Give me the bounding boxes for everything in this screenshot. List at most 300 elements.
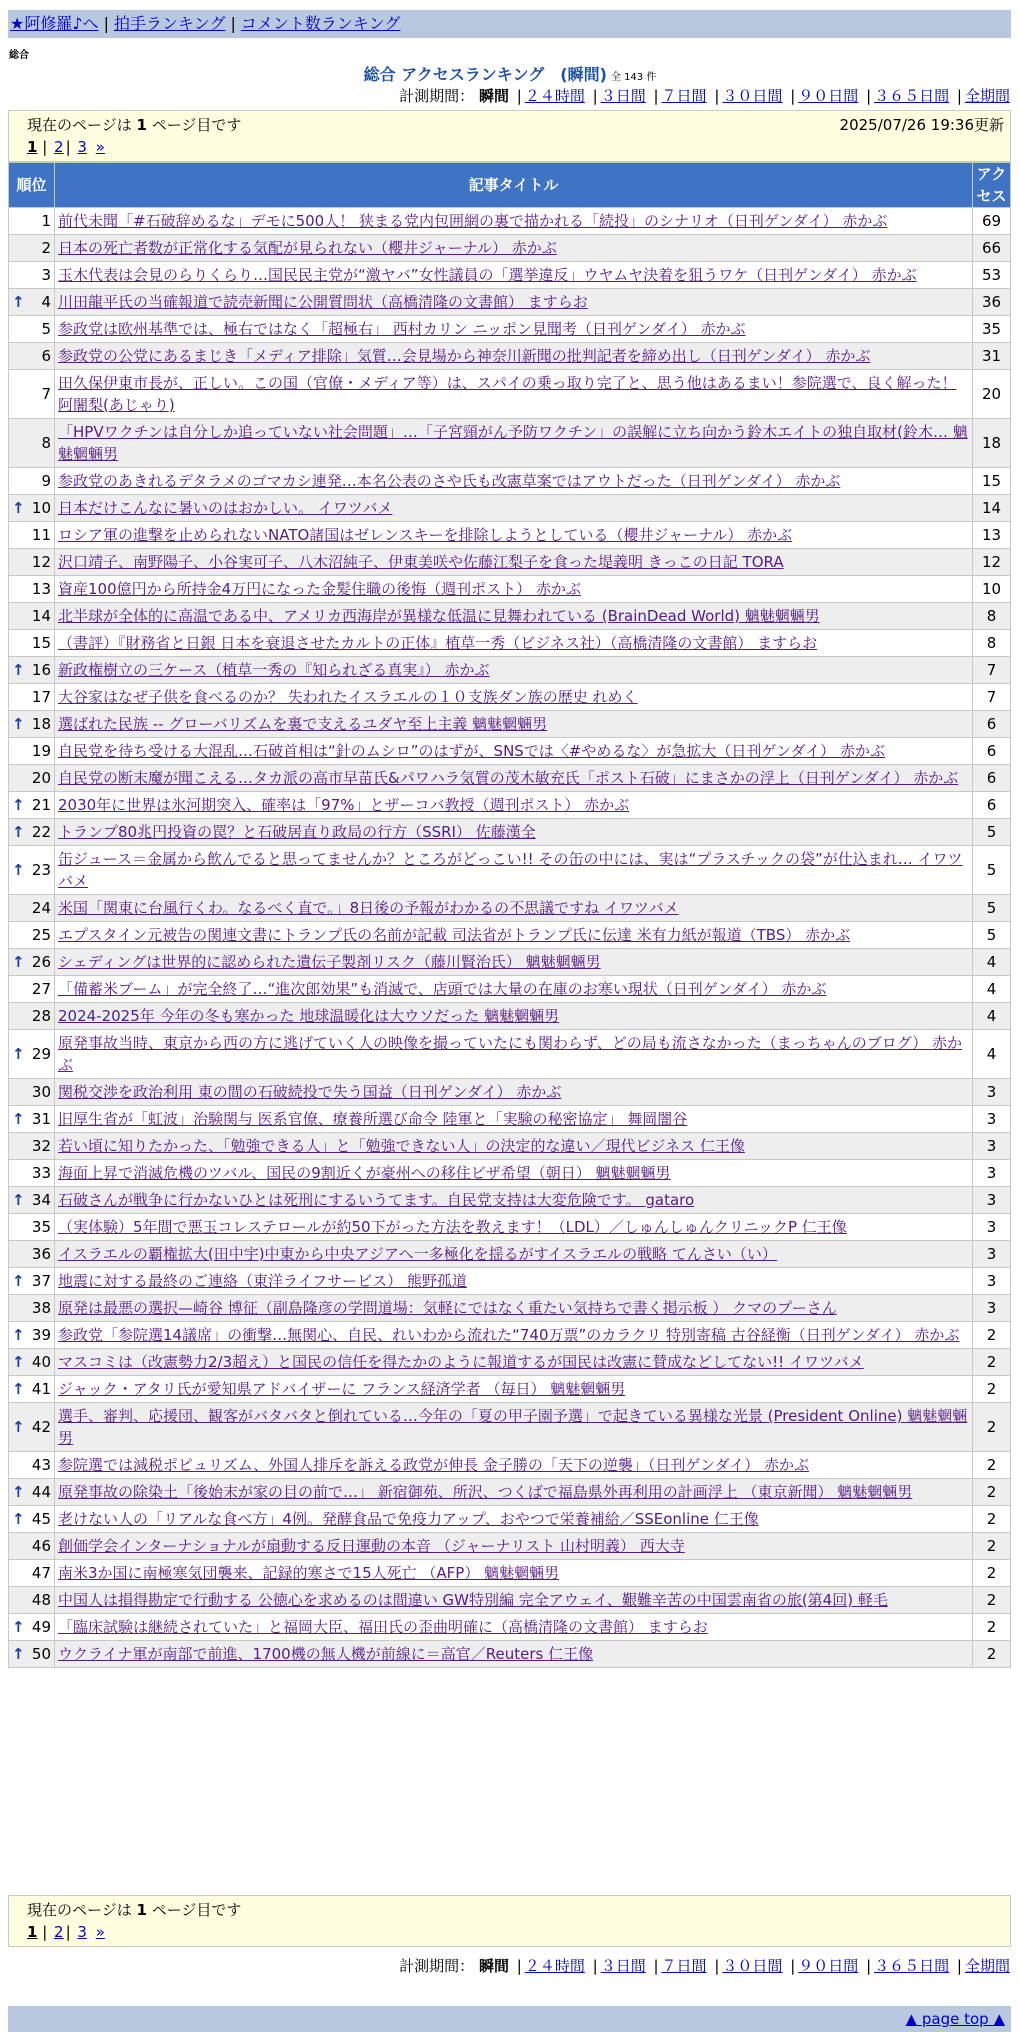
rank-cell: [9, 1295, 55, 1322]
access-count: 2: [973, 1479, 1011, 1506]
title-cell: [55, 949, 973, 976]
table-row: [9, 1187, 1011, 1214]
title-cell: [55, 1479, 973, 1506]
article-title-link[interactable]: 中国人は損得勘定で行動する 公徳心を求めるのは間違い GW特別編 完全アウェイ、艱難辛苦の中国雲南省の旅(第4回) 軽毛: [58, 1591, 888, 1609]
period-label: 計測期間：: [399, 87, 475, 105]
rank-number: 14: [31, 607, 51, 625]
table-row: [9, 262, 1011, 289]
rank-number: 36: [31, 1245, 51, 1263]
title-cell: [55, 1403, 973, 1452]
title-cell: [55, 1614, 973, 1641]
article-title-link[interactable]: 日本の死亡者数が正常化する気配が見られない（櫻井ジャーナル） 赤かぶ: [58, 239, 557, 257]
table-row: [9, 1452, 1011, 1479]
access-count: 2: [973, 1349, 1011, 1376]
rank-number: 2: [41, 239, 51, 257]
table-row: [9, 316, 1011, 343]
rank-number: 31: [31, 1110, 51, 1128]
page-2-link[interactable]: 2: [54, 138, 64, 156]
table-row: [9, 603, 1011, 630]
page-3-link[interactable]: 3: [77, 138, 87, 156]
rank-cell: [9, 522, 55, 549]
period-7d-bottom[interactable]: ７日間: [661, 1957, 707, 1975]
rank-cell: [9, 1322, 55, 1349]
rank-cell: [9, 792, 55, 819]
rank-up-arrow-icon: ↑: [12, 823, 25, 841]
article-title-link[interactable]: ジャック・アタリ氏が愛知県アドバイザーに フランス経済学者 （毎日） 魑魅魍魎男: [58, 1380, 626, 1398]
access-count: 10: [973, 576, 1011, 603]
table-header-row: [9, 163, 1011, 208]
ranking-rows: [9, 208, 1011, 1668]
title-cell: [55, 1160, 973, 1187]
rank-up-arrow-icon: ↑: [12, 661, 25, 679]
article-title-link[interactable]: ロシア軍の進撃を止められないNATO諸国はゼレンスキーを排除しようとしている（櫻井ジャーナル） 赤かぶ: [58, 526, 793, 544]
title-cell: [55, 1030, 973, 1079]
rank-up-arrow-icon: ↑: [12, 1272, 25, 1290]
table-row: [9, 1479, 1011, 1506]
rank-number: 11: [31, 526, 51, 544]
title-cell: [55, 549, 973, 576]
page-1-current-bottom: 1: [27, 1923, 38, 1941]
article-title-link[interactable]: 前代未聞「#石破辞めるな」デモに500人！ 狭まる党内包囲網の裏で描かれる「続投」のシナリオ（日刊ゲンダイ） 赤かぶ: [58, 212, 888, 230]
article-title-link[interactable]: 新政権樹立の三ケース（植草一秀の『知られざる真実』） 赤かぶ: [58, 661, 490, 679]
table-row: [9, 1268, 1011, 1295]
article-title-link[interactable]: 米国「関東に台風行くわ。なるべく直で。」8日後の予報がわかるの不思議ですね イワツバメ: [58, 899, 679, 917]
page-1-current: 1: [27, 138, 38, 156]
rank-number: 38: [31, 1299, 51, 1317]
rank-cell: [9, 1160, 55, 1187]
article-title-link[interactable]: 缶ジュース＝金属から飲んでると思ってませんか？ところがどっこい!! その缶の中には、実は“プラスチックの袋”が仕込まれ… イワツバメ: [58, 850, 963, 890]
rank-number: 39: [31, 1326, 51, 1344]
rank-cell: [9, 1187, 55, 1214]
access-count: 2: [973, 1641, 1011, 1668]
article-title-link[interactable]: シェディングは世界的に認められた遺伝子製剤リスク（藤川賢治氏） 魑魅魍魎男: [58, 953, 601, 971]
rank-up-arrow-icon: ↑: [12, 1645, 25, 1663]
rank-cell: [9, 1003, 55, 1030]
top-navigation: ★阿修羅♪へ | 拍手ランキング | コメント数ランキング: [8, 10, 1011, 38]
rank-number: 5: [41, 320, 51, 338]
period-3d-bottom[interactable]: ３日間: [600, 1957, 646, 1975]
rank-number: 28: [31, 1007, 51, 1025]
current-page-text-bottom: 現在のページは 1 ページ目です: [27, 1901, 242, 1919]
access-count: 5: [973, 846, 1011, 895]
table-row: [9, 738, 1011, 765]
rank-number: 49: [31, 1618, 51, 1636]
access-count: 3: [973, 1241, 1011, 1268]
rank-number: 50: [31, 1645, 51, 1663]
access-count: 6: [973, 792, 1011, 819]
access-count: 36: [973, 289, 1011, 316]
title-cell: [55, 316, 973, 343]
rank-number: 10: [31, 499, 51, 517]
table-row: [9, 1030, 1011, 1079]
rank-number: 15: [31, 634, 51, 652]
title-cell: [55, 468, 973, 495]
rank-number: 27: [31, 980, 51, 998]
article-title-link[interactable]: 沢口靖子、南野陽子、小谷実可子、八木沼純子、伊東美咲や佐藤江梨子を食った堤義明 きっこの日記 TORA: [58, 553, 784, 571]
table-row: [9, 1614, 1011, 1641]
access-count: 4: [973, 976, 1011, 1003]
rank-number: 40: [31, 1353, 51, 1371]
rank-number: 20: [31, 769, 51, 787]
table-row: [9, 1133, 1011, 1160]
period-selector-bottom: 計測期間： 瞬間 | ２４時間 | ３日間 | ７日間 | ３０日間 | ９０日間 | ３６５日間 | 全期間: [399, 1957, 1010, 1975]
rank-up-arrow-icon: ↑: [12, 499, 25, 517]
table-row: [9, 1403, 1011, 1452]
article-title-link[interactable]: （実体験）5年間で悪玉コレステロールが約50下がった方法を教えます！（LDL）／しゅんしゅんクリニックP 仁王像: [58, 1218, 847, 1236]
rank-cell: [9, 1349, 55, 1376]
rank-cell: [9, 819, 55, 846]
rank-cell: [9, 1560, 55, 1587]
rank-cell: [9, 316, 55, 343]
table-row: [9, 1106, 1011, 1133]
period-90d-bottom[interactable]: ９０日間: [798, 1957, 859, 1975]
nav-link-applause-ranking[interactable]: 拍手ランキング: [113, 14, 226, 33]
period-7d[interactable]: ７日間: [661, 87, 707, 105]
article-title-link[interactable]: 玉木代表は会見のらりくらり…国民民主党が“激ヤバ”女性議員の「選挙違反」ウヤムヤ決着を狙うワケ（日刊ゲンダイ） 赤かぶ: [58, 266, 917, 284]
article-title-link[interactable]: 選手、審判、応援団、観客がバタバタと倒れている…今年の「夏の甲子園予選」で起きている異様な光景 (President Online) 魑魅魍魎男: [58, 1407, 968, 1447]
rank-cell: [9, 1533, 55, 1560]
page-top-link[interactable]: ▲ page top ▲: [905, 2010, 1005, 2028]
rank-number: 4: [41, 293, 51, 311]
rank-cell: [9, 1106, 55, 1133]
table-row: [9, 522, 1011, 549]
pager-bottom: [8, 1895, 1011, 1947]
table-row: [9, 949, 1011, 976]
title-cell: [55, 208, 973, 235]
title-cell: [55, 1268, 973, 1295]
rank-number: 35: [31, 1218, 51, 1236]
rank-cell: [9, 549, 55, 576]
title-cell: [55, 1452, 973, 1479]
table-row: [9, 1560, 1011, 1587]
table-row: [9, 549, 1011, 576]
rank-number: 26: [31, 953, 51, 971]
rank-cell: [9, 1268, 55, 1295]
rank-cell: [9, 765, 55, 792]
title-cell: [55, 738, 973, 765]
table-row: [9, 1003, 1011, 1030]
table-row: [9, 343, 1011, 370]
title-cell: [55, 895, 973, 922]
rank-cell: [9, 603, 55, 630]
rank-cell: [9, 1479, 55, 1506]
article-title-link[interactable]: 自民党の断末魔が聞こえる…タカ派の高市早苗氏&パワハラ気質の茂木敏充氏「ポスト石破」にまさかの浮上（日刊ゲンダイ） 赤かぶ: [58, 769, 959, 787]
rank-number: 22: [31, 823, 51, 841]
rank-number: 16: [31, 661, 51, 679]
article-title-link[interactable]: 創価学会インターナショナルが扇動する反日運動の本音 （ジャーナリスト 山村明義） 西大寺: [58, 1537, 685, 1555]
article-title-link[interactable]: 田久保伊東市長が、正しい。この国（官僚・メディア等）は、スパイの乗っ取り完了と、思う他はあるまい！参院選で、良く解った！ 阿闍梨(あじゃり): [58, 374, 957, 414]
rank-cell: [9, 684, 55, 711]
article-title-link[interactable]: 原発は最悪の選択—崎谷 博征（副島隆彦の学問道場：気軽にではなく重たい気持ちで書く掲示板 ） クマのプーさん: [58, 1299, 837, 1317]
table-row: [9, 1079, 1011, 1106]
table-row: [9, 495, 1011, 522]
rank-up-arrow-icon: ↑: [12, 796, 25, 814]
title-cell: [55, 370, 973, 419]
page-title-text: 総合 アクセスランキング (瞬間): [363, 65, 607, 84]
title-cell: [55, 343, 973, 370]
access-count: 6: [973, 765, 1011, 792]
table-row: [9, 289, 1011, 316]
article-title-link[interactable]: トランプ80兆円投資の罠？と石破居直り政局の行方（SSRI） 佐藤漢全: [58, 823, 536, 841]
access-count: 5: [973, 922, 1011, 949]
table-row: [9, 657, 1011, 684]
access-count: 3: [973, 1295, 1011, 1322]
page-2-link-bottom[interactable]: 2: [54, 1923, 64, 1941]
article-title-link[interactable]: 選ばれた民族 -- グローバリズムを裏で支えるユダヤ至上主義 魑魅魍魎男: [58, 715, 548, 733]
period-selector-top: 計測期間： 瞬間 | ２４時間 | ３日間 | ７日間 | ３０日間 | ９０日間 | ３６５日間 | 全期間: [399, 87, 1010, 105]
rank-up-arrow-icon: ↑: [12, 1618, 25, 1636]
title-cell: [55, 1322, 973, 1349]
article-title-link[interactable]: 若い頃に知りたかった、「勉強できる人」と「勉強できない人」の決定的な違い／現代ビジネス 仁王像: [58, 1137, 745, 1155]
access-count: 31: [973, 343, 1011, 370]
article-title-link[interactable]: 参院選では減税ポピュリズム、外国人排斥を訴える政党が伸長 金子勝の「天下の逆襲」（日刊ゲンダイ） 赤かぶ: [58, 1456, 809, 1474]
total-count: 全 143 件: [610, 72, 657, 83]
page-3-link-bottom[interactable]: 3: [77, 1923, 87, 1941]
article-title-link[interactable]: 関税交渉を政治利用 東の間の石破続投で失う国益（日刊ゲンダイ） 赤かぶ: [58, 1083, 562, 1101]
access-count: 3: [973, 1160, 1011, 1187]
access-count: 3: [973, 1187, 1011, 1214]
period-all-bottom[interactable]: 全期間: [964, 1957, 1010, 1975]
header-rank: 順位: [9, 163, 55, 208]
title-cell: [55, 603, 973, 630]
rank-cell: [9, 895, 55, 922]
table-row: [9, 765, 1011, 792]
article-title-link[interactable]: 「臨床試験は継続されていた」と福岡大臣、福田氏の歪曲明確に（高橋清隆の文書館） ますらお: [58, 1618, 708, 1636]
access-count: 2: [973, 1322, 1011, 1349]
title-cell: [55, 419, 973, 468]
rank-up-arrow-icon: ↑: [12, 715, 25, 733]
rank-cell: [9, 262, 55, 289]
article-title-link[interactable]: 北半球が全体的に高温である中、アメリカ西海岸が異様な低温に見舞われている (BrainDead World) 魑魅魍魎男: [58, 607, 820, 625]
period-30d-bottom[interactable]: ３０日間: [722, 1957, 783, 1975]
period-365d-bottom[interactable]: ３６５日間: [874, 1957, 950, 1975]
next-page-link[interactable]: »: [95, 138, 105, 156]
title-cell: [55, 765, 973, 792]
rank-up-arrow-icon: ↑: [12, 1191, 25, 1209]
access-count: 3: [973, 1106, 1011, 1133]
title-cell: [55, 1641, 973, 1668]
rank-cell: [9, 657, 55, 684]
rank-cell: [9, 289, 55, 316]
period-30d[interactable]: ３０日間: [722, 87, 783, 105]
header-access: アクセス: [973, 163, 1011, 208]
table-row: [9, 1587, 1011, 1614]
rank-number: 48: [31, 1591, 51, 1609]
rank-up-arrow-icon: ↑: [12, 1483, 25, 1501]
access-count: 4: [973, 949, 1011, 976]
table-row: [9, 576, 1011, 603]
title-cell: [55, 1506, 973, 1533]
access-count: 4: [973, 1030, 1011, 1079]
table-row: [9, 922, 1011, 949]
rank-number: 29: [31, 1045, 51, 1063]
rank-cell: [9, 370, 55, 419]
rank-up-arrow-icon: ↑: [12, 1353, 25, 1371]
category-label: 総合: [9, 50, 29, 61]
access-count: 13: [973, 522, 1011, 549]
title-cell: [55, 922, 973, 949]
access-count: 2: [973, 1506, 1011, 1533]
article-title-link[interactable]: 大谷家はなぜ子供を食べるのか？ 失われたイスラエルの１０支族ダン族の歴史 れめく: [58, 688, 638, 706]
table-row: [9, 1160, 1011, 1187]
rank-cell: [9, 922, 55, 949]
article-title-link[interactable]: イスラエルの覇権拡大(田中宇)中東から中央アジアへ一多極化を揺るがすイスラエルの戦略 てんさい（い）: [58, 1245, 777, 1263]
access-count: 6: [973, 711, 1011, 738]
table-row: [9, 1376, 1011, 1403]
rank-cell: [9, 468, 55, 495]
access-count: 3: [973, 1079, 1011, 1106]
rank-number: 34: [31, 1191, 51, 1209]
table-row: [9, 1214, 1011, 1241]
article-title-link[interactable]: 参政党の公党にあるまじき「メディア排除」気質…会見場から神奈川新聞の批判記者を締め出し（日刊ゲンダイ） 赤かぶ: [58, 347, 871, 365]
article-title-link[interactable]: ウクライナ軍が南部で前進、1700機の無人機が前線に＝高官／Reuters 仁王像: [58, 1645, 594, 1663]
period-all[interactable]: 全期間: [964, 87, 1010, 105]
rank-cell: [9, 846, 55, 895]
rank-cell: [9, 1506, 55, 1533]
access-count: 8: [973, 603, 1011, 630]
rank-number: 3: [41, 266, 51, 284]
rank-number: 17: [31, 688, 51, 706]
article-title-link[interactable]: 参政党「参院選14議席」の衝撃…無関心、自民、れいわから流れた“740万票”のカラクリ 特別寄稿 古谷経衡（日刊ゲンダイ） 赤かぶ: [58, 1326, 960, 1344]
article-title-link[interactable]: 自民党を待ち受ける大混乱…石破首相は“針のムシロ”のはずが、SNSでは〈#やめるな〉が急拡大（日刊ゲンダイ） 赤かぶ: [58, 742, 885, 760]
title-cell: [55, 711, 973, 738]
article-title-link[interactable]: 石破さんが戦争に行かないひとは死刑にするいうてます。自民党支持は大変危険です。 gataro: [58, 1191, 695, 1209]
rank-number: 7: [41, 385, 51, 403]
title-cell: [55, 289, 973, 316]
access-count: 6: [973, 738, 1011, 765]
article-title-link[interactable]: 原発事故の除染土「後始末が家の目の前で…」 新宿御苑、所沢、つくばで福島県外再利用の計画浮上 （東京新聞） 魑魅魍魎男: [58, 1483, 913, 1501]
rank-number: 21: [31, 796, 51, 814]
period-90d[interactable]: ９０日間: [798, 87, 859, 105]
rank-cell: [9, 495, 55, 522]
title-cell: [55, 1187, 973, 1214]
access-count: 2: [973, 1587, 1011, 1614]
title-cell: [55, 846, 973, 895]
rank-cell: [9, 1241, 55, 1268]
access-count: 3: [973, 1268, 1011, 1295]
title-cell: [55, 235, 973, 262]
rank-number: 19: [31, 742, 51, 760]
table-row: [9, 630, 1011, 657]
article-title-link[interactable]: 地震に対する最終のご連絡（東洋ライフサービス） 熊野孤道: [58, 1272, 467, 1290]
table-row: [9, 1641, 1011, 1668]
table-row: [9, 1533, 1011, 1560]
rank-up-arrow-icon: ↑: [12, 293, 25, 311]
article-title-link[interactable]: 原発事故当時、東京から西の方に逃げていく人の映像を撮っていたにも関わらず、どの局も流さなかった（まっちゃんのブログ） 赤かぶ: [58, 1034, 963, 1074]
title-cell: [55, 976, 973, 1003]
rank-cell: [9, 1403, 55, 1452]
access-count: 66: [973, 235, 1011, 262]
rank-number: 12: [31, 553, 51, 571]
article-title-link[interactable]: 海面上昇で消滅危機のツバル、国民の9割近くが豪州への移住ビザ希望（朝日） 魑魅魍魎男: [58, 1164, 671, 1182]
article-title-link[interactable]: 南米3か国に南極寒気団襲来、記録的寒さで15人死亡 （AFP） 魑魅魍魎男: [58, 1564, 560, 1582]
article-title-link[interactable]: 資産100億円から所持金4万円になった金髪住職の後悔（週刊ポスト） 赤かぶ: [58, 580, 581, 598]
access-count: 14: [973, 495, 1011, 522]
article-title-link[interactable]: 老けない人の「リアルな食べ方」4例。発酵食品で免疫力アップ、おやつで栄養補給／SSEonline 仁王像: [58, 1510, 759, 1528]
table-row: [9, 1295, 1011, 1322]
access-count: 15: [973, 468, 1011, 495]
rank-number: 13: [31, 580, 51, 598]
rank-number: 32: [31, 1137, 51, 1155]
article-title-link[interactable]: 旧厚生省が「虹波」治験関与 医系官僚、療養所選び命令 陸軍と「実験の秘密協定」 舞岡闇谷: [58, 1110, 688, 1128]
access-count: 2: [973, 1403, 1011, 1452]
title-cell: [55, 1587, 973, 1614]
title-cell: [55, 1079, 973, 1106]
access-count: 20: [973, 370, 1011, 419]
rank-number: 30: [31, 1083, 51, 1101]
title-cell: [55, 819, 973, 846]
nav-link-asyura[interactable]: ★阿修羅♪へ: [10, 14, 99, 33]
rank-number: 41: [31, 1380, 51, 1398]
rank-number: 1: [41, 212, 51, 230]
table-row: [9, 895, 1011, 922]
rank-up-arrow-icon: ↑: [12, 1510, 25, 1528]
table-row: [9, 1506, 1011, 1533]
article-title-link[interactable]: 「HPVワクチンは自分しか追っていない社会問題」…「子宮頸がん予防ワクチン」の誤解に立ち向かう鈴木エイトの独自取材(鈴木… 魑魅魍魎男: [58, 423, 968, 463]
table-row: [9, 208, 1011, 235]
table-row: [9, 235, 1011, 262]
article-title-link[interactable]: 2024-2025年 今年の冬も寒かった 地球温暖化は大ウソだった 魑魅魍魎男: [58, 1007, 560, 1025]
period-24h-bottom[interactable]: ２４時間: [524, 1957, 585, 1975]
rank-number: 45: [31, 1510, 51, 1528]
access-count: 7: [973, 684, 1011, 711]
title-cell: [55, 1003, 973, 1030]
access-count: 2: [973, 1533, 1011, 1560]
access-count: 5: [973, 819, 1011, 846]
access-count: 12: [973, 549, 1011, 576]
rank-cell: [9, 343, 55, 370]
article-title-link[interactable]: エプスタイン元被告の関連文書にトランプ氏の名前が記載 司法省がトランプ氏に伝達 米有力紙が報道（TBS） 赤かぶ: [58, 926, 851, 944]
article-title-link[interactable]: （書評）『財務省と日銀 日本を衰退させたカルトの正体』植草一秀（ビジネス社）（高橋清隆の文書館） ますらお: [58, 634, 818, 652]
table-row: [9, 1322, 1011, 1349]
access-count: 2: [973, 1560, 1011, 1587]
period-3d[interactable]: ３日間: [600, 87, 646, 105]
article-title-link[interactable]: 日本だけこんなに暑いのはおかしい。 イワツバメ: [58, 499, 393, 517]
rank-up-arrow-icon: ↑: [12, 953, 25, 971]
article-title-link[interactable]: 参政党のあきれるデタラメのゴマカシ連発…本名公表のさや氏も改憲草案ではアウトだった（日刊ゲンダイ） 赤かぶ: [58, 472, 841, 490]
rank-cell: [9, 576, 55, 603]
article-title-link[interactable]: マスコミは（改憲勢力2/3超え）と国民の信任を得たかのように報道するが国民は改憲に賛成などしてない!! イワツバメ: [58, 1353, 864, 1371]
article-title-link[interactable]: 2030年に世界は氷河期突入、確率は「97%」とザーコバ教授（週刊ポスト） 赤かぶ: [58, 796, 630, 814]
period-24h[interactable]: ２４時間: [524, 87, 585, 105]
rank-number: 23: [31, 861, 51, 879]
title-cell: [55, 1214, 973, 1241]
rank-up-arrow-icon: ↑: [12, 1110, 25, 1128]
table-row: [9, 711, 1011, 738]
title-cell: [55, 1106, 973, 1133]
next-page-link-bottom[interactable]: »: [95, 1923, 105, 1941]
article-title-link[interactable]: 参政党は欧州基準では、極右ではなく「超極右」 西村カリン ニッポン見聞考（日刊ゲンダイ） 赤かぶ: [58, 320, 746, 338]
period-365d[interactable]: ３６５日間: [874, 87, 950, 105]
nav-link-comment-ranking[interactable]: コメント数ランキング: [240, 14, 401, 33]
table-row: [9, 1241, 1011, 1268]
rank-number: 25: [31, 926, 51, 944]
title-cell: [55, 576, 973, 603]
rank-number: 6: [41, 347, 51, 365]
rank-up-arrow-icon: ↑: [12, 1326, 25, 1344]
title-cell: [55, 1376, 973, 1403]
rank-number: 33: [31, 1164, 51, 1182]
title-cell: [55, 1295, 973, 1322]
footer-bar: [8, 2006, 1011, 2032]
rank-number: 42: [31, 1418, 51, 1436]
period-current: 瞬間: [478, 87, 509, 105]
pager-top: [8, 110, 1011, 162]
article-title-link[interactable]: 「備蓄米ブーム」が完全終了…“進次郎効果”も消滅で、店頭では大量の在庫のお寒い現状（日刊ゲンダイ） 赤かぶ: [58, 980, 827, 998]
title-cell: [55, 1560, 973, 1587]
table-row: [9, 1349, 1011, 1376]
article-title-link[interactable]: 川田龍平氏の当確報道で読売新聞に公開質問状（高橋清隆の文書館） ますらお: [58, 293, 588, 311]
